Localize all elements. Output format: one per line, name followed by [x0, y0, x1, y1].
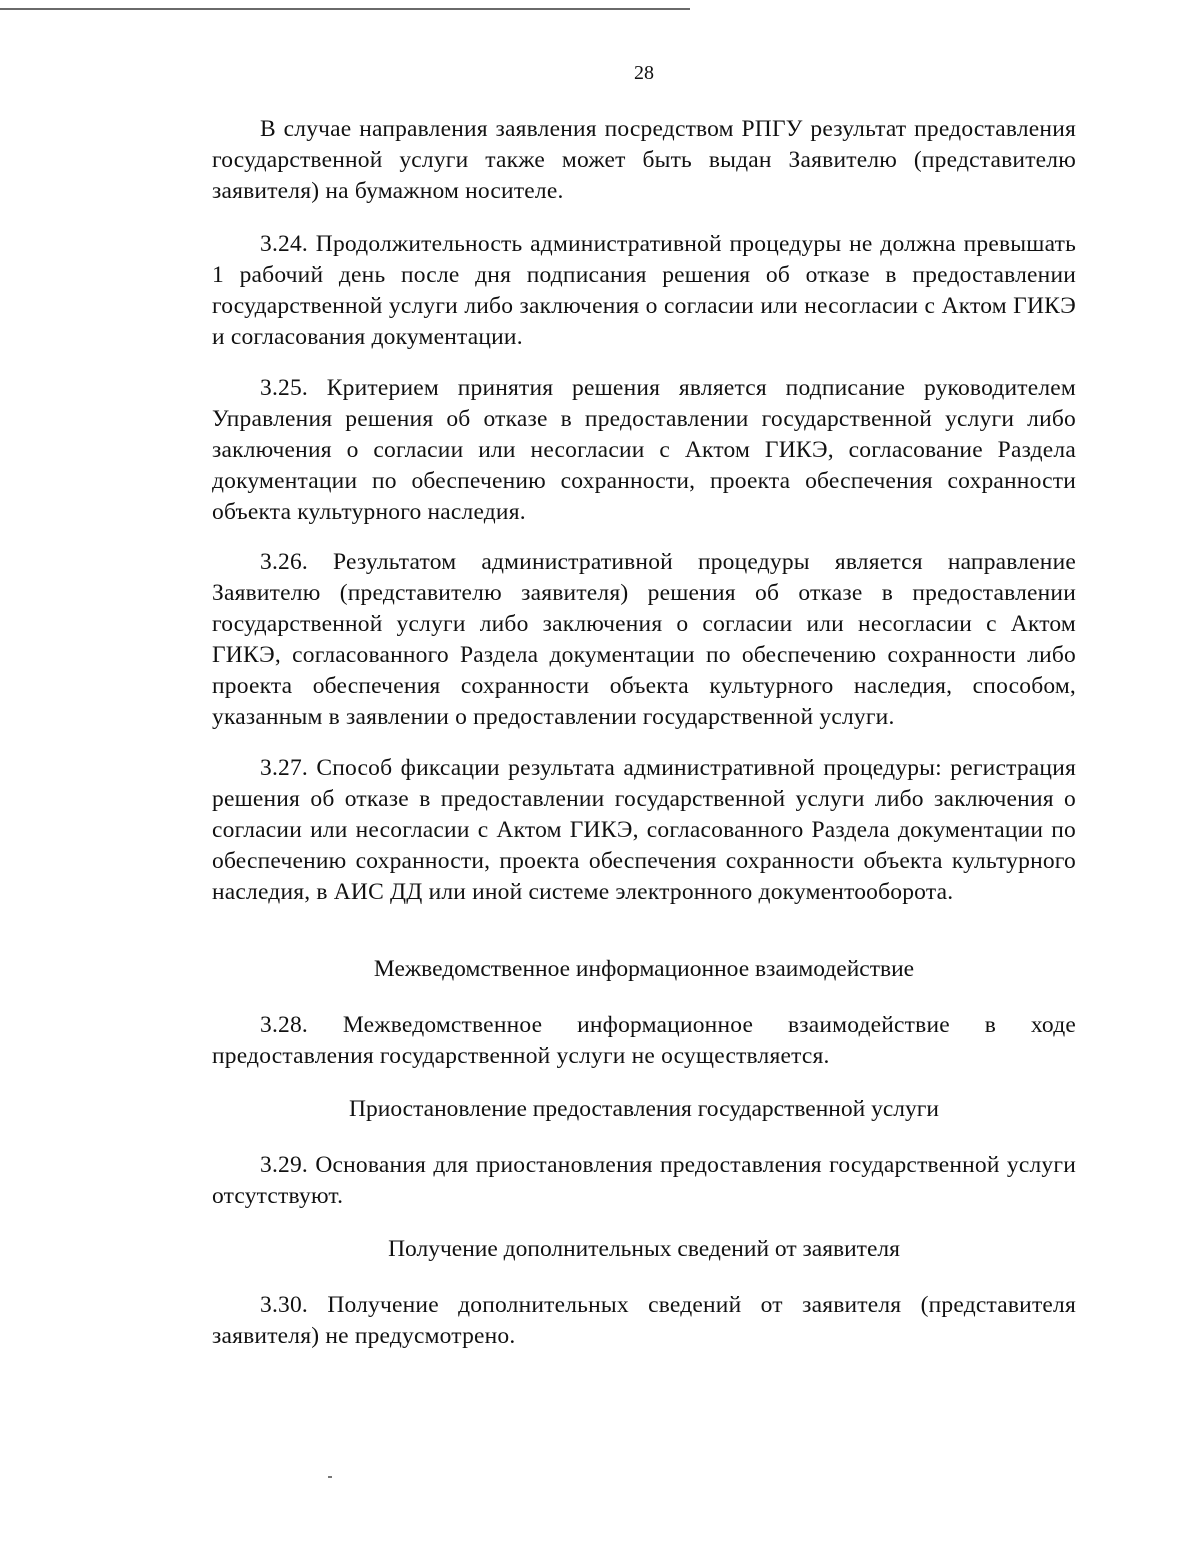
page-number: 28 [634, 62, 654, 84]
paragraph-3-24: 3.24. Продолжительность административной процедуры не должна превышать 1 рабочий день после дня подписания решения об отказе в предоставлении государственной услуги либо заключения о согласии или несогласии с Актом ГИКЭ и согласования документации. [212, 231, 1076, 350]
paragraph-rpgu-result: В случае направления заявления посредством РПГУ результат предоставления государственной услуги также может быть выдан Заявителю (представителю заявителя) на бумажном носителе. [212, 116, 1076, 204]
paragraph-3-28: 3.28. Межведомственное информационное взаимодействие в ходе предоставления государственной услуги не осуществляется. [212, 1012, 1076, 1069]
scan-speck [328, 1476, 332, 1478]
heading-suspension: Приостановление предоставления государственной услуги [349, 1096, 939, 1122]
paragraph-3-29: 3.29. Основания для приостановления предоставления государственной услуги отсутствуют. [212, 1152, 1076, 1209]
heading-interagency-interaction: Межведомственное информационное взаимодействие [373, 956, 915, 982]
paragraph-3-30: 3.30. Получение дополнительных сведений от заявителя (представителя заявителя) не предусмотрено. [212, 1292, 1076, 1349]
paragraph-3-25: 3.25. Критерием принятия решения является подписание руководителем Управления решения об отказе в предоставлении государственной услуги либо заключения о согласии или несогласии с Актом ГИКЭ, согласование Раздела документации по обеспечению сохранности, проекта обеспечения сохранности объекта культурного наследия. [212, 375, 1076, 525]
heading-additional-info: Получение дополнительных сведений от заявителя [388, 1236, 900, 1262]
paragraph-3-27: 3.27. Способ фиксации результата административной процедуры: регистрация решения об отказе в предоставлении государственной услуги либо заключения о согласии или несогласии с Актом ГИКЭ, согласованного Раздела документации по обеспечению сохранности, проекта обеспечения сохранности объекта культурного наследия, в АИС ДД или иной системе электронного документооборота. [212, 755, 1076, 905]
paragraph-3-26: 3.26. Результатом административной процедуры является направление Заявителю (представителю заявителя) решения об отказе в предоставлении государственной услуги либо заключения о согласии или несогласии с Актом ГИКЭ, согласованного Раздела документации по обеспечению сохранности либо проекта обеспечения сохранности объекта культурного наследия, способом, указанным в заявлении о предоставлении государственной услуги. [212, 549, 1076, 730]
scan-edge-line [0, 8, 690, 10]
